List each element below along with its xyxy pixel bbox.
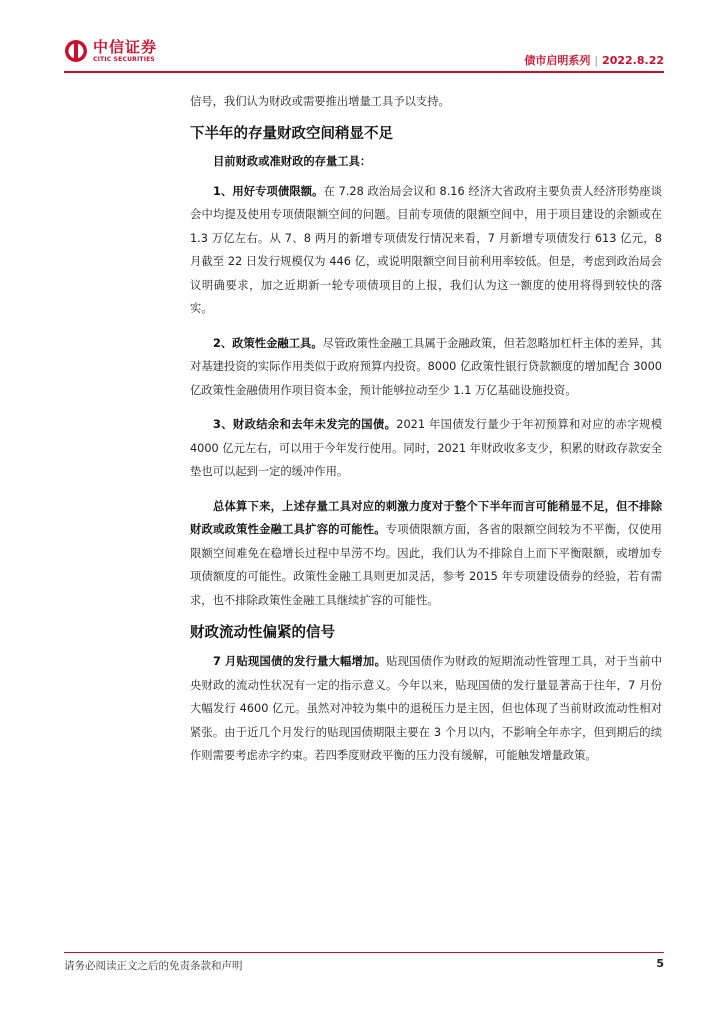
paragraph-lead: 2、政策性金融工具。 — [213, 336, 323, 350]
paragraph-body: 2021 年国债发行量少于年初预算和对应的赤字规模 4000 亿元左右，可以用于今年发行使用。同时，2021 年财政收多支少，积累的财政存款安全垫也可以起到一定的缓冲作用。 — [190, 418, 663, 478]
subsection-title: 目前财政或准财政的存量工具： — [213, 154, 372, 168]
report-series-date — [524, 52, 664, 68]
paragraph-policy-finance-tools — [190, 332, 662, 403]
paragraph-lead: 总体算下来，上述存量工具对应的刺激力度对于整个下半年而言可能稍显不足，但不排除财政或政策性金融工具扩容的可能性。 — [190, 499, 662, 536]
paragraph-body: 贴现国债作为财政的短期流动性管理工具，对于当前中央财政的流动性状况有一定的指示意义。今年以来，贴现国债的发行量显著高于往年，7 月份大幅发行 4600 亿元。虽然对冲较为集中的退税压力是主因，但也体现了当前财政流动性相对紧张。由于近几个月发行的贴现国债期限主要在 3 个月以内，不影响全年赤字，但到期后的续作则需要考虑赤字约束。若四季度财政平衡的压力没有缓解，可能触发增量政策。 — [190, 655, 662, 762]
paragraph-lead: 7 月贴现国债的发行量大幅增加。 — [213, 655, 387, 668]
citic-logo-icon — [64, 39, 88, 63]
page-header — [64, 36, 664, 72]
report-series: 债市启明系列 — [524, 54, 591, 67]
paragraph-summary — [190, 495, 662, 613]
paragraph-body: 在 7.28 政治局会议和 8.16 经济大省政府主要负责人经济形势座谈会中均提及使用专项债限额空间的问题。目前专项债的限额空间中，用于项目建设的余额或在 1.3 万亿左右。从 7、8 两月的新增专项债发行情况来看，7 月新增专项债发行 613 亿元，8 月截至 22 日发行规模仅为 446 亿，或说明限额空间目前利用率较低。但是，考虑到政治局会议明确要求，加之近期新一轮专项债项目的上报，我们认为这一额度的使用将得到较快的落实。 — [190, 184, 662, 315]
page-number: 5 — [656, 957, 664, 970]
paragraph-special-bonds — [190, 180, 662, 321]
report-date: 2022.8.22 — [602, 54, 664, 67]
footer-divider — [64, 952, 664, 953]
paragraph-body: 专项债限额方面，各省的限额空间较为不平衡，仅使用限额空间难免在稳增长过程中旱涝不均。因此，我们认为不排除自上而下平衡限额，或增加专项债额度的可能性。政策性金融工具则更加灵活，参考 2015 年专项建设债券的经验，若有需求，也不排除政策性金融工具继续扩容的可能性。 — [190, 523, 662, 607]
section-title-stock-fiscal-space: 下半年的存量财政空间稍显不足 — [190, 125, 393, 142]
footer-disclaimer: 请务必阅读正文之后的免责条款和声明 — [64, 960, 243, 972]
paragraph-lead: 3、财政结余和去年未发完的国债。 — [213, 418, 397, 431]
header-separator: | — [594, 54, 599, 67]
intro-paragraph: 信号，我们认为财政或需要推出增量工具予以支持。 — [190, 95, 450, 108]
header-divider — [64, 71, 664, 73]
section-title-fiscal-liquidity: 财政流动性偏紧的信号 — [190, 625, 335, 641]
paragraph-discount-bonds — [190, 650, 662, 768]
main-content — [190, 90, 662, 768]
paragraph-fiscal-surplus — [190, 413, 662, 484]
logo-chinese-name: 中信证券 — [93, 37, 158, 56]
paragraph-lead: 1、用好专项债限额。 — [213, 184, 324, 198]
citic-logo — [64, 36, 157, 66]
logo-english-name: CITIC SECURITIES — [93, 55, 155, 63]
paragraph-body: 尽管政策性金融工具属于金融政策，但若忽略加杠杆主体的差异，其对基建投资的实际作用类似于政府预算内投资。8000 亿政策性银行贷款额度的增加配合 3000 亿政策性金融债用作项目资本金，预计能够拉动至少 1.1 万亿基础设施投资。 — [190, 336, 662, 397]
